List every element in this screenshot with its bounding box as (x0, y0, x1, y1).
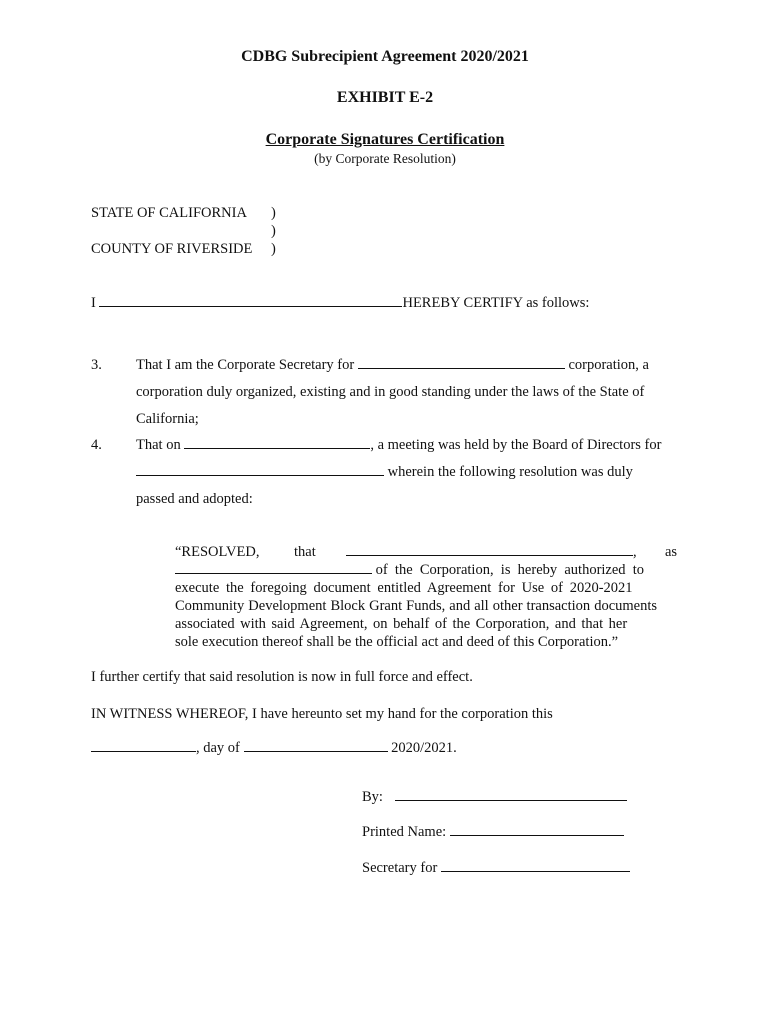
section-subheading: (by Corporate Resolution) (314, 151, 456, 166)
that-word: that (294, 544, 316, 560)
item-3-text-b: corporation, a (568, 357, 649, 373)
document-title: CDBG Subrecipient Agreement 2020/2021 (241, 48, 529, 65)
item-4-text-b: , a meeting was held by the Board of Directors for (370, 437, 662, 453)
witness-statement: IN WITNESS WHEREOF, I have hereunto set my hand for the corporation this (91, 706, 553, 722)
resolution-line-5: associated with said Agreement, on behalf of the Corporation, and that her (175, 616, 628, 632)
by-line (362, 789, 627, 806)
meeting-date-blank[interactable] (184, 447, 370, 449)
item-3-line-3: California; (136, 411, 199, 427)
secretary-for-blank[interactable] (441, 870, 630, 872)
date-text-a: , day of (196, 740, 240, 756)
signer-name-wrap (346, 544, 637, 561)
certify-suffix: HEREBY CERTIFY as follows: (402, 295, 590, 311)
certify-line (91, 295, 589, 312)
item-3-number: 3. (91, 357, 102, 373)
item-4-text-c: wherein the following resolution was duly (387, 464, 633, 480)
printed-name-label: Printed Name: (362, 824, 447, 840)
month-blank[interactable] (244, 750, 388, 752)
board-name-blank[interactable] (136, 474, 384, 476)
venue-paren-3: ) (271, 241, 276, 257)
venue-paren-2: ) (271, 223, 276, 239)
secretary-for-line (362, 860, 630, 877)
resolution-comma: , (633, 544, 637, 560)
by-label: By: (362, 789, 383, 805)
venue-paren-1: ) (271, 205, 276, 221)
secretary-for-label: Secretary for (362, 860, 438, 876)
item-4-number: 4. (91, 437, 102, 453)
corporation-name-blank[interactable] (358, 367, 565, 369)
resolution-line-4: Community Development Block Grant Funds, and all other transaction documents (175, 598, 658, 614)
certifier-name-blank[interactable] (99, 305, 402, 307)
signature-blank[interactable] (395, 799, 627, 801)
signer-title-blank[interactable] (175, 572, 372, 574)
printed-name-blank[interactable] (450, 834, 624, 836)
resolution-line-2 (175, 562, 681, 579)
resolution-line-2-text: of the Corporation, is hereby authorized to (375, 562, 645, 578)
section-heading: Corporate Signatures Certification (265, 131, 505, 148)
resolution-line-3: execute the foregoing document entitled Agreement for Use of 2020-2021 (175, 580, 633, 596)
resolved-word: “RESOLVED, (175, 544, 260, 560)
exhibit-label: EXHIBIT E-2 (336, 89, 434, 106)
printed-name-line (362, 824, 624, 841)
item-3-line-2: corporation duly organized, existing and in good standing under the laws of the State of (136, 384, 645, 400)
item-3-text-a: That I am the Corporate Secretary for (136, 357, 355, 373)
state-label: STATE OF CALIFORNIA (91, 205, 247, 221)
item-4-line-2 (136, 464, 633, 481)
further-certify: I further certify that said resolution is now in full force and effect. (91, 669, 473, 685)
date-text-b: 2020/2021. (391, 740, 457, 756)
as-word: as (665, 544, 678, 560)
county-label: COUNTY OF RIVERSIDE (91, 241, 253, 257)
item-4-text-a: That on (136, 437, 181, 453)
date-line (91, 740, 457, 757)
signer-name-blank[interactable] (346, 554, 633, 556)
item-3-line-1 (136, 357, 649, 374)
item-4-line-3: passed and adopted: (136, 491, 253, 507)
day-blank[interactable] (91, 750, 196, 752)
certify-prefix: I (91, 295, 96, 311)
resolution-line-6: sole execution thereof shall be the official act and deed of this Corporation.” (175, 634, 619, 650)
item-4-line-1 (136, 437, 661, 454)
